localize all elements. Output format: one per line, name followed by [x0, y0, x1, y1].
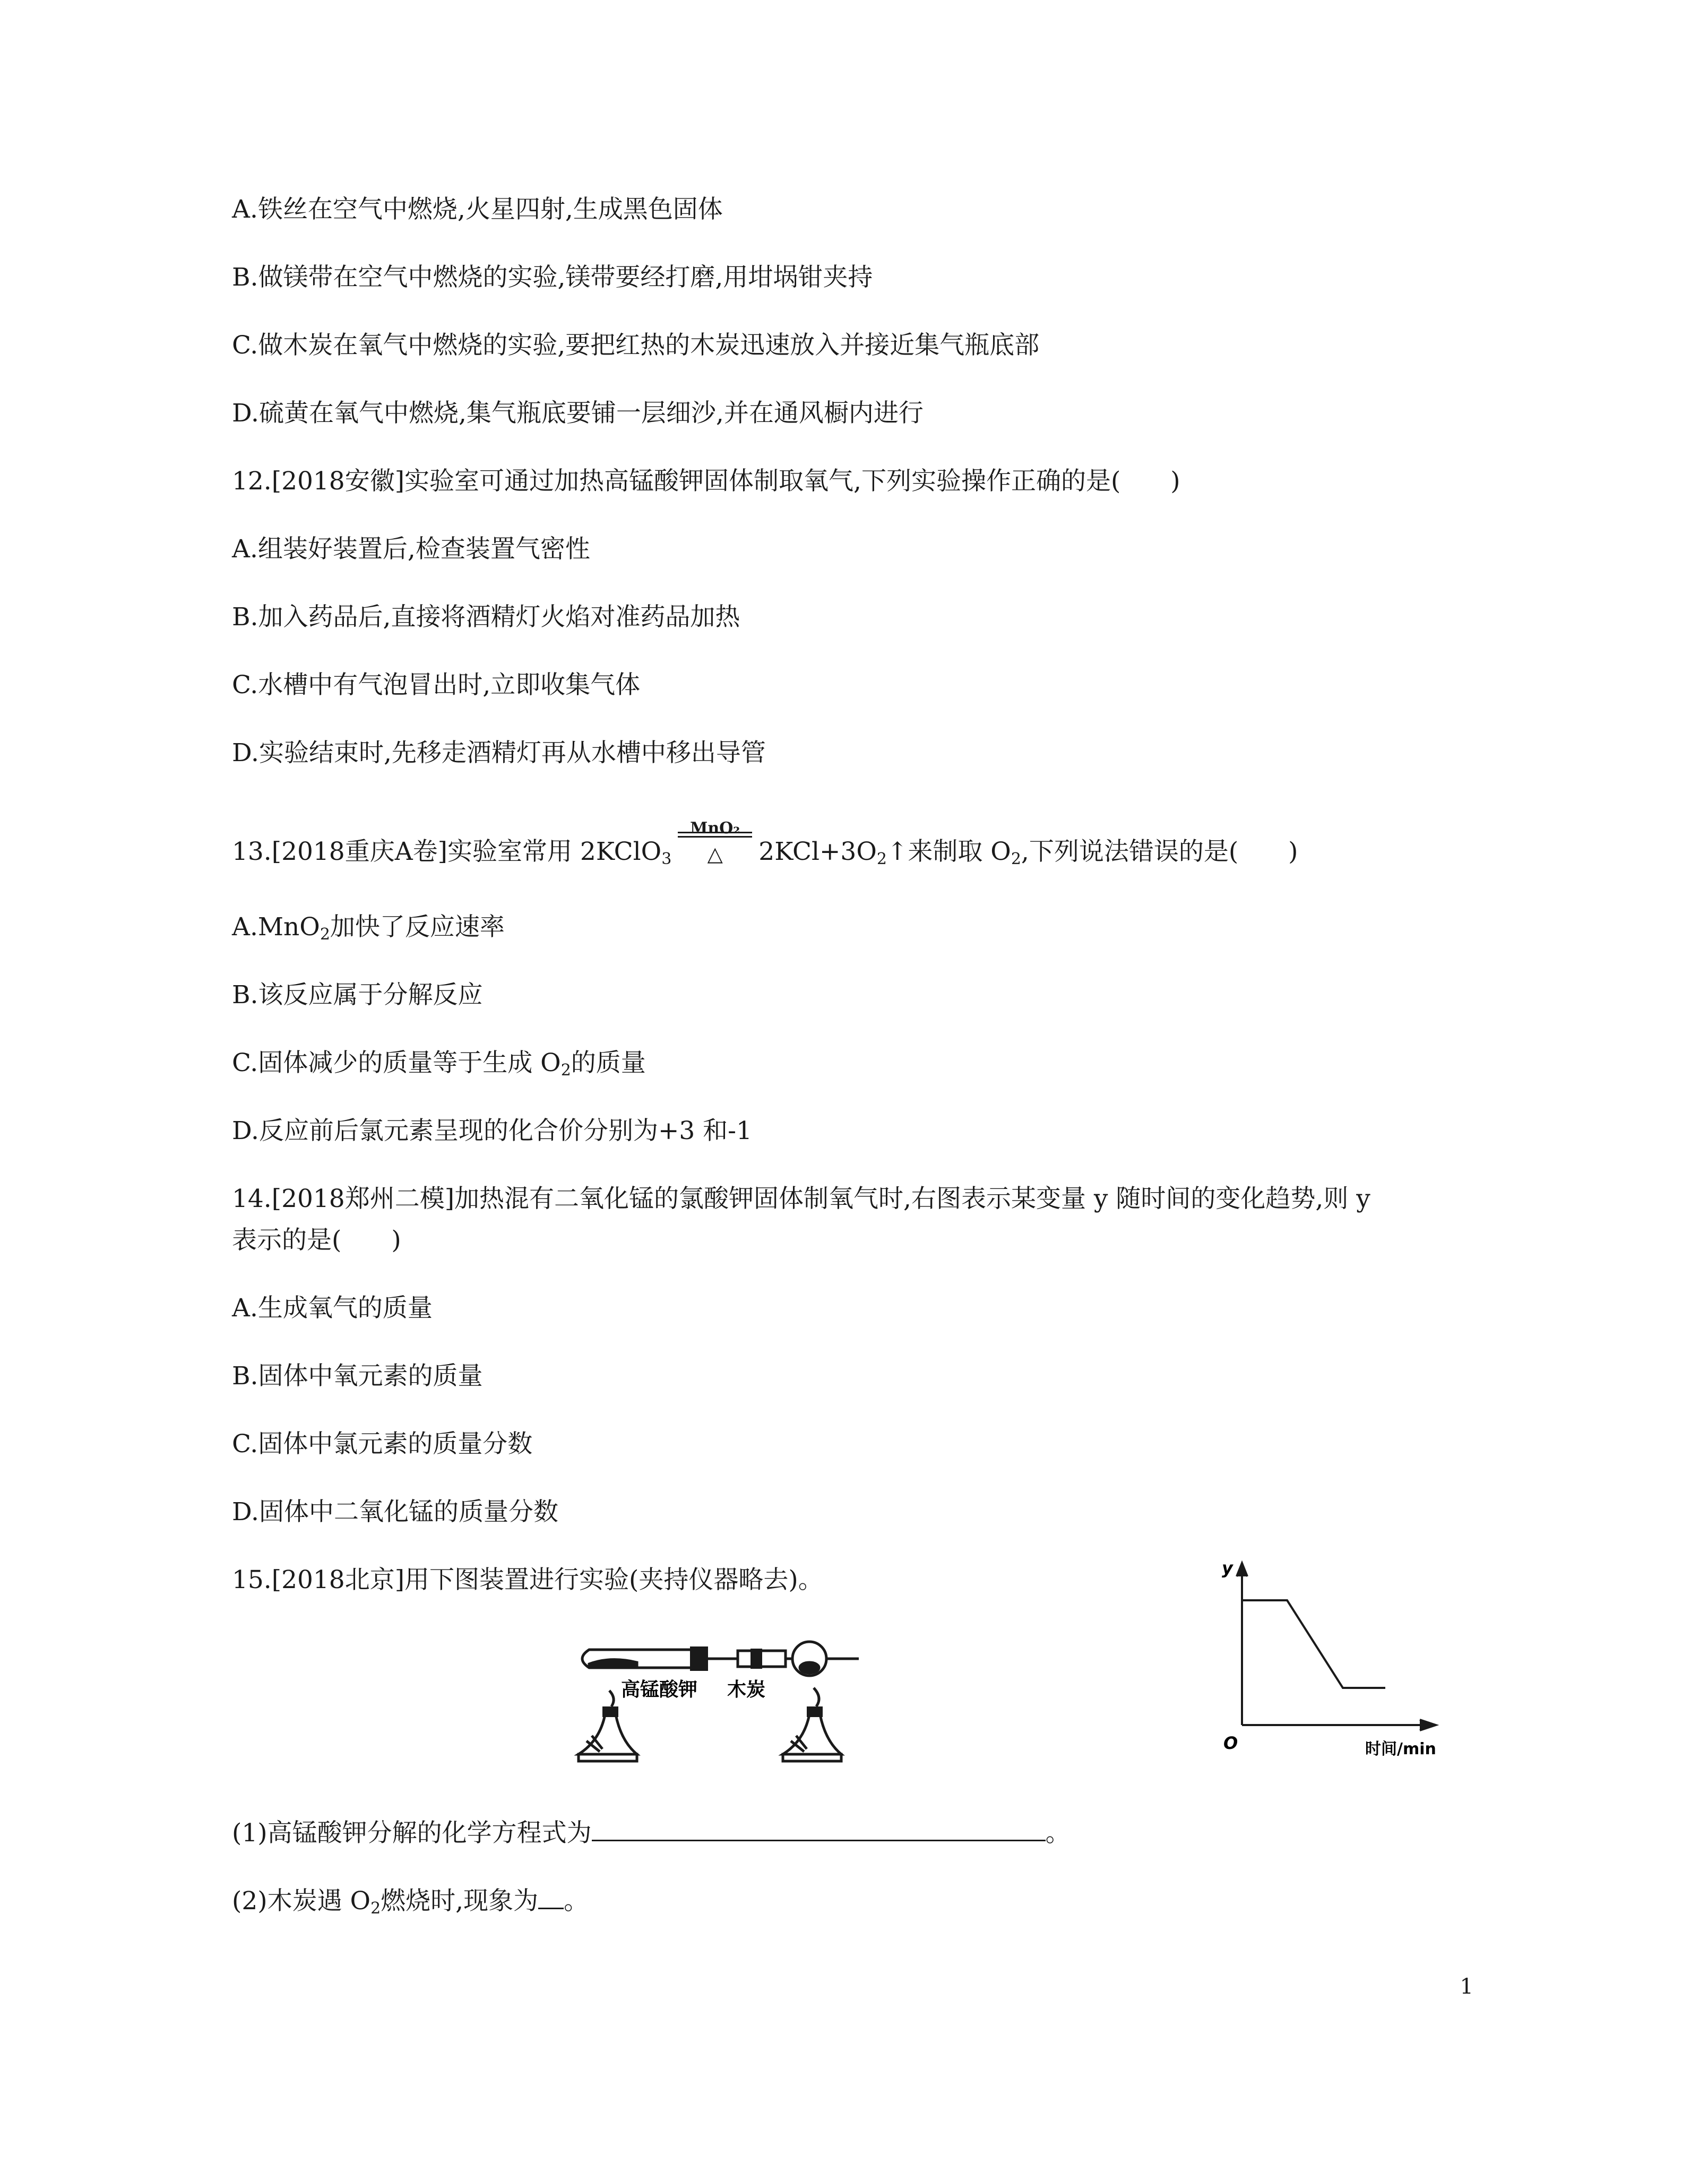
q14-option-a: A.生成氧气的质量 [232, 1294, 433, 1323]
q15-p2-end: 。 [564, 1886, 589, 1916]
q14-stem-line2: 表示的是( ) [232, 1226, 401, 1255]
y-axis-label: y [1222, 1558, 1233, 1578]
answer-blank-2[interactable] [538, 1883, 564, 1909]
page-number: 1 [1460, 1975, 1473, 1999]
q13-stem-mid: ↑来制取 O [886, 837, 1011, 866]
q14-option-d: D.固体中二氧化锰的质量分数 [232, 1497, 558, 1527]
q13-option-b: B.该反应属于分解反应 [232, 980, 483, 1010]
q13-option-a [232, 911, 505, 943]
q13-sub: 2 [320, 925, 330, 944]
q12-option-c: C.水槽中有气泡冒出时,立即收集气体 [232, 670, 641, 700]
q12-option-d: D.实验结束时,先移走酒精灯再从水槽中移出导管 [232, 738, 766, 768]
q15-part-1 [232, 1815, 1071, 1849]
q15-sub: 2 [370, 1899, 381, 1918]
q13-stem [232, 819, 1298, 868]
q13-c-pre: C.固体减少的质量等于生成 O [232, 1048, 561, 1077]
origin-label: O [1223, 1733, 1238, 1753]
trend-graph [1210, 1550, 1454, 1762]
q15-stem: 15.[2018北京]用下图装置进行实验(夹持仪器略去)。 [232, 1565, 823, 1594]
y-axis-arrow [1237, 1563, 1247, 1576]
q15-p1-end: 。 [1045, 1818, 1071, 1848]
heat-symbol: △ [707, 842, 723, 866]
label-kmno4: 高锰酸钾 [621, 1679, 698, 1701]
reaction-condition [678, 819, 752, 868]
q12-stem: 12.[2018安徽]实验室可通过加热高锰酸钾固体制取氧气,下列实验操作正确的是( ) [232, 467, 1180, 496]
q11-option-a: A.铁丝在空气中燃烧,火星四射,生成黑色固体 [232, 195, 723, 224]
x-axis-label: 时间/min [1365, 1740, 1436, 1758]
q13-products: 2KCl+3O [758, 837, 877, 866]
q15-part-2 [232, 1883, 589, 1917]
q13-option-d: D.反应前后氯元素呈现的化合价分别为+3 和-1 [232, 1116, 752, 1145]
label-charcoal: 木炭 [727, 1679, 766, 1701]
q13-sub: 2 [876, 850, 887, 868]
q11-option-b: B.做镁带在空气中燃烧的实验,镁带要经打磨,用坩埚钳夹持 [232, 263, 873, 292]
q12-option-b: B.加入药品后,直接将酒精灯火焰对准药品加热 [232, 602, 740, 632]
q13-a-pre: A.MnO [232, 912, 320, 942]
apparatus-figure [568, 1635, 865, 1773]
q14-option-c: C.固体中氯元素的质量分数 [232, 1429, 533, 1459]
x-axis-arrow [1420, 1720, 1436, 1730]
q13-a-post: 加快了反应速率 [330, 912, 505, 942]
q13-sub: 3 [661, 850, 672, 868]
q13-stem-post: ,下列说法错误的是( ) [1021, 837, 1298, 866]
q15-p2-post: 燃烧时,现象为 [381, 1886, 539, 1916]
q15-p1-text: (1)高锰酸钾分解的化学方程式为 [232, 1818, 592, 1848]
q11-option-c: C.做木炭在氧气中燃烧的实验,要把红热的木炭迅速放入并接近集气瓶底部 [232, 331, 1040, 360]
q14-option-b: B.固体中氧元素的质量 [232, 1361, 483, 1391]
q12-option-a: A.组装好装置后,检查装置气密性 [232, 534, 590, 564]
q13-stem-pre: 13.[2018重庆A卷]实验室常用 2KClO [232, 837, 662, 866]
q14-stem-line1: 14.[2018郑州二模]加热混有二氧化锰的氯酸钾固体制氧气时,右图表示某变量 y 随时间的变化趋势,则 y [232, 1184, 1370, 1213]
q13-c-post: 的质量 [571, 1048, 646, 1077]
answer-blank-1[interactable] [592, 1815, 1046, 1841]
q11-option-d: D.硫黄在氧气中燃烧,集气瓶底要铺一层细沙,并在通风橱内进行 [232, 399, 924, 428]
catalyst-label: MnO₂ [690, 819, 740, 838]
q13-sub: 2 [560, 1061, 571, 1080]
q13-option-c [232, 1047, 646, 1079]
q13-sub: 2 [1011, 850, 1021, 868]
trend-line [1242, 1600, 1385, 1688]
q15-p2-pre: (2)木炭遇 O [232, 1886, 371, 1916]
